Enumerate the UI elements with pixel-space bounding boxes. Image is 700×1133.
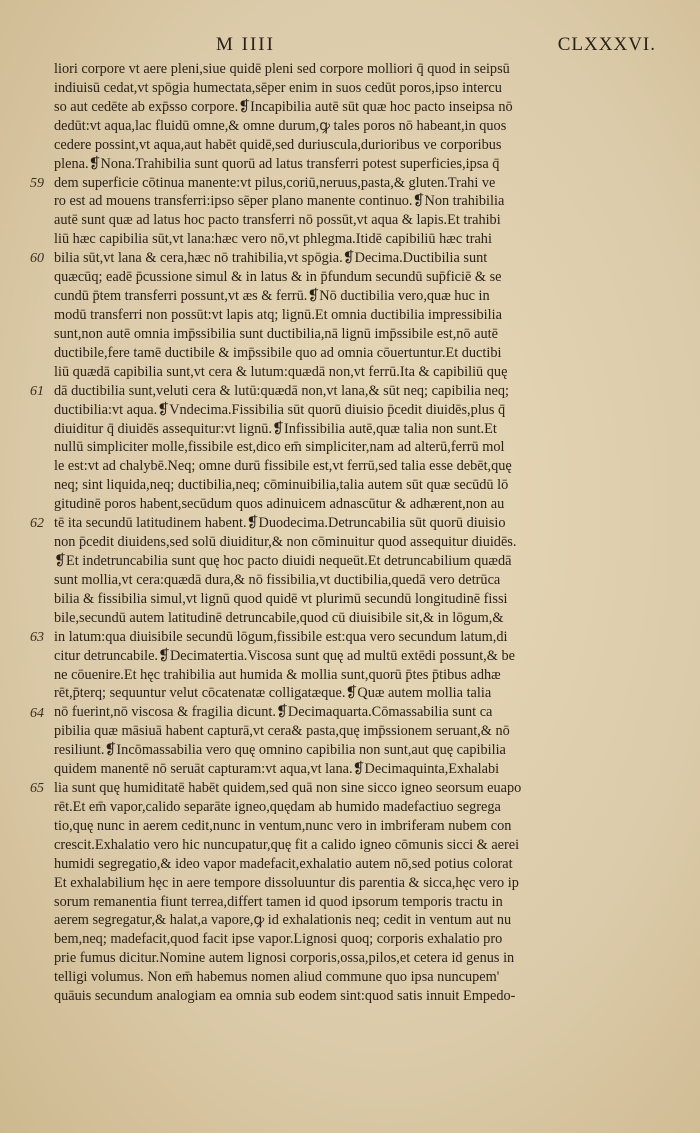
text-line: non p̄cedit diuidens,sed solū diuiditur,& non cōminuitur quod assequitur diuidēs. [54, 534, 517, 551]
running-header [0, 34, 700, 60]
text-line: dem superficie cōtinua manente:vt pilus,coriū,neruus,pasta,& gluten.Trahi ve [54, 174, 496, 191]
text-line: resiliunt.❡Incōmassabilia vero quę omnino capibilia non sunt,aut quę capibilia [54, 742, 506, 759]
text-line: prie fumus dicitur.Nomine autem lignosi corporis,ossa,pilos,et cetera id genus in [54, 950, 515, 967]
text-line: cedere possint,vt aqua,aut habēt quidē,sed duriuscula,durioribus ve corporibus [54, 136, 502, 153]
text-line: Et exhalabilium hęc in aere tempore dissoluuntur dis parentia & sicca,hęc vero ip [54, 874, 519, 891]
text-line: ductibilia:vt aqua.❡Vndecima.Fissibilia sūt quorū diuisio p̄cedit diuidēs,plus q̄ [54, 401, 506, 418]
text-line: rēt,p̄terq; sequuntur velut cōcatenatæ colligatæque.❡Quæ autem mollia talia [54, 685, 492, 702]
text-line: autē sunt quæ ad latus hoc pacto transferri nō possūt,vt aqua & lapis.Et trahibi [54, 212, 501, 229]
text-line: bem,neq; madefacit,quod facit ipse vapor.Lignosi quoq; corporis exhalatio pro [54, 931, 503, 948]
text-line: nō fuerint,nō viscosa & fragilia dicunt.❡Decimaquarta.Cōmassabilia sunt ca [54, 704, 493, 721]
margin-number: 63 [30, 629, 44, 645]
text-line: bilia & fissibilia simul,vt lignū quod quidē vt plurimū secundū longitudinē fissi [54, 590, 508, 607]
text-line: humidi segregatio,& ideo vapor madefacit,exhalatio autem nō,sed potius colorat [54, 855, 513, 872]
text-line: rēt.Et em̄ vapor,calido separāte igneo,quędam ab humido madefactiuo segrega [54, 798, 501, 815]
text-line: ne cōuenire.Et hęc trahibilia aut humida & mollia sunt,quorū p̄tes p̄tibus adhæ [54, 666, 501, 683]
margin-number: 60 [30, 251, 44, 267]
text-line: neq; sint liquida,neq; ductibilia,neq; cōminuibilia,talia autem sūt quæ secūdū lō [54, 477, 509, 494]
text-line: dā ductibilia sunt,veluti cera & lutū:quædā non,vt lana,& sūt neq; capibilia neq; [54, 382, 510, 399]
text-line: gitudinē poros habent,secūdum quos adinuicem adnascūtur & adhærent,non au [54, 496, 505, 513]
folio-number: CLXXXVI. [557, 34, 656, 55]
text-line: plena.❡Nona.Trahibilia sunt quorū ad latus transferri potest superficies,ipsa q̄ [54, 155, 500, 172]
text-line: in latum:qua diuisibile secundū lōgum,fissibile est:qua vero secundum latum,di [54, 628, 508, 645]
text-line: le est:vt ad chalybē.Neq; omne durū fissibile est,vt ferrū,sed talia esse debēt,quę [54, 458, 512, 475]
text-line: liū quædā capibilia sunt,vt cera & lutum:quædā non,vt ferrū.Ita & capibiliū quę [54, 363, 508, 380]
text-line: ductibile,fere tamē ductibile & imp̄ssibile quo ad omnia cōuertuntur.Et ductibi [54, 344, 502, 361]
text-line: ro est ad mouens transferri:ipso sēper plano manente continuo.❡Non trahibilia [54, 193, 505, 210]
text-line: quidem manentē nō seruāt capturam:vt aqua,vt lana.❡Decimaquinta,Exhalabi [54, 761, 500, 778]
text-line: citur detruncabile.❡Decimatertia.Viscosa sunt quę ad multū extēdi possunt,& be [54, 647, 515, 664]
text-line: telligi volumus. Non em̄ habemus nomen aliud commune quo ipsa nuncupem' [54, 969, 500, 986]
text-line: tē ita secundū latitudinem habent.❡Duodecima.Detruncabilia sūt quorū diuisio [54, 515, 506, 532]
margin-number: 65 [30, 781, 44, 797]
text-line: quāuis secundum analogiam ea omnia sub eodem sint:quod satis innuit Empedo- [54, 988, 516, 1005]
text-line: tio,quę nunc in aerem cedit,nunc in ventum,nunc vero in imbriferam nubem con [54, 817, 512, 834]
body-text [54, 60, 574, 1006]
text-line: pibilia quæ māsiuā habent capturā,vt cera& pasta,quę imp̄ssionem seruant,& nō [54, 723, 510, 740]
margin-number: 64 [30, 705, 44, 721]
text-line: indiuisū cedat,vt spōgia humectata,sēper enim in suos cedūt poros,ipso intercu [54, 79, 502, 96]
margin-number: 61 [30, 383, 44, 399]
text-line: dedūt:vt aqua,lac fluidū omne,& omne durum,ꝙ tales poros nō habeant,in quos [54, 117, 507, 134]
text-line: modū transferri non possūt:vt lapis atq; lignū.Et omnia ductibilia impressibilia [54, 306, 502, 323]
text-line: sunt mollia,vt cera:quædā dura,& nō fissibilia,vt ductibilia,quedā vero detrūca [54, 571, 501, 588]
text-line: sunt,non autē omnia imp̄ssibilia sunt ductibilia,nā lignū imp̄ssibile est,nō autē [54, 325, 498, 342]
text-line: so aut cedēte ab exp̄sso corpore.❡Incapibilia autē sūt quæ hoc pacto inseipsa nō [54, 98, 513, 115]
text-line: bile,secundū autem latitudinē detruncabile,quod cū diuisibile sit,& in lōgum,& [54, 609, 504, 626]
text-line: crescit.Exhalatio vero hic nuncupatur,quę fit a calido igneo cōmunis sicci & aerei [54, 836, 520, 853]
text-line: aerem segregatur,& halat,a vapore,ꝙ id exhalationis neq; cedit in ventum aut nu [54, 912, 512, 929]
text-line: cundū p̄tem transferri possunt,vt æs & ferrū.❡Nō ductibilia vero,quæ huc in [54, 288, 490, 305]
text-line: liori corpore vt aere pleni,siue quidē pleni sed corpore molliori q̄ quod in seipsū [54, 61, 510, 77]
text-line: bilia sūt,vt lana & cera,hæc nō trahibilia,vt spōgia.❡Decima.Ductibilia sunt [54, 250, 488, 267]
text-line: liū hæc capibilia sūt,vt lana:hæc vero nō,vt phlegma.Itidē capibiliū hæc trahi [54, 231, 492, 248]
text-line: quæcūq; eadē p̄cussione simul & in latus & in p̄fundum secundū sup̄ficiē & se [54, 269, 502, 286]
signature-mark: M IIII [216, 34, 275, 55]
margin-number: 62 [30, 516, 44, 532]
margin-number: 59 [30, 175, 44, 191]
text-line: sorum remanentia fiunt terrea,differt tamen id quod ipsorum temporis tractu in [54, 893, 503, 910]
text-line: diuiditur q̄ diuidēs assequitur:vt lignū.❡Infissibilia autē,quæ talia non sunt.Et [54, 420, 497, 437]
text-line: nullū simpliciter molle,fissibile est,dico em̄ simpliciter,nam ad alterū,ferrū mol [54, 439, 505, 456]
text-line: lia sunt quę humiditatē habēt quidem,sed quā non sine sicco igneo seorsum euapo [54, 780, 522, 797]
text-line: ❡Et indetruncabilia sunt quę hoc pacto diuidi nequeūt.Et detruncabilium quædā [54, 552, 512, 569]
